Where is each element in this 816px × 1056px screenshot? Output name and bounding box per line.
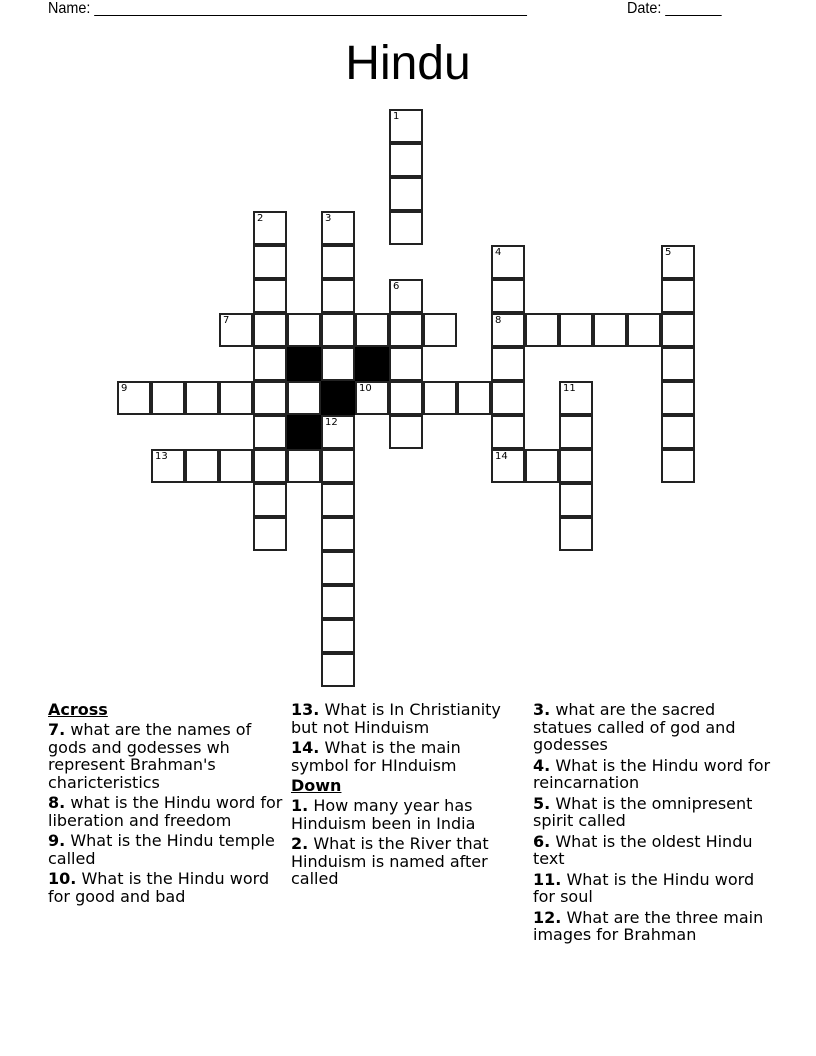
clue-number: 7 — [223, 315, 230, 326]
grid-cell[interactable] — [559, 313, 593, 347]
clue-number: 1 — [393, 111, 400, 122]
grid-cell[interactable] — [627, 313, 661, 347]
grid-cell[interactable] — [661, 415, 695, 449]
grid-cell[interactable] — [287, 449, 321, 483]
grid-cell[interactable] — [321, 449, 355, 483]
grid-cell[interactable] — [253, 347, 287, 381]
grid-cell[interactable] — [389, 177, 423, 211]
grid-cell[interactable] — [253, 279, 287, 313]
clue-number: 13 — [155, 451, 168, 462]
grid-cell[interactable] — [491, 415, 525, 449]
grid-cell[interactable] — [525, 449, 559, 483]
grid-cell[interactable] — [389, 109, 423, 143]
grid-cell[interactable] — [287, 381, 321, 415]
clue-number: 11 — [563, 383, 576, 394]
grid-cell[interactable] — [389, 313, 423, 347]
grid-cell[interactable] — [151, 381, 185, 415]
grid-cell[interactable] — [491, 449, 525, 483]
clue-down-4: 4. What is the Hindu word for reincarnation — [533, 755, 771, 792]
clues-column-1 — [48, 701, 288, 908]
grid-cell[interactable] — [491, 279, 525, 313]
grid-cell[interactable] — [491, 245, 525, 279]
grid-cell[interactable] — [389, 415, 423, 449]
grid-cell[interactable] — [661, 449, 695, 483]
down-heading: Down — [291, 776, 342, 795]
grid-cell[interactable] — [321, 211, 355, 245]
clue-down-1: 1. How many year has Hinduism been in India — [291, 796, 476, 833]
black-cell — [355, 347, 389, 381]
grid-cell[interactable] — [321, 551, 355, 585]
grid-cell[interactable] — [389, 211, 423, 245]
clues-column-3 — [533, 701, 778, 947]
clue-number: 10 — [359, 383, 372, 394]
clue-number: 3 — [325, 213, 332, 224]
grid-cell[interactable] — [355, 381, 389, 415]
grid-cell[interactable] — [559, 449, 593, 483]
clue-across-7: 7. what are the names of gods and godesses wh represent Brahman's charicteristics — [48, 720, 252, 792]
grid-cell[interactable] — [321, 279, 355, 313]
grid-cell[interactable] — [321, 483, 355, 517]
grid-cell[interactable] — [185, 381, 219, 415]
grid-cell[interactable] — [355, 313, 389, 347]
grid-cell[interactable] — [117, 381, 151, 415]
grid-cell[interactable] — [559, 483, 593, 517]
clue-number: 9 — [121, 383, 128, 394]
grid-cell[interactable] — [389, 279, 423, 313]
date-field-label: Date: _______ — [627, 0, 722, 17]
grid-cell[interactable] — [185, 449, 219, 483]
clues-column-2 — [291, 701, 521, 891]
grid-cell[interactable] — [151, 449, 185, 483]
name-field-label: Name: ______________________________________________________ — [48, 0, 527, 17]
clue-number: 6 — [393, 281, 400, 292]
grid-cell[interactable] — [423, 313, 457, 347]
grid-cell[interactable] — [559, 517, 593, 551]
grid-cell[interactable] — [661, 245, 695, 279]
clue-across-9: 9. What is the Hindu temple called — [48, 831, 275, 868]
grid-cell[interactable] — [253, 245, 287, 279]
grid-cell[interactable] — [219, 313, 253, 347]
clue-number: 4 — [495, 247, 502, 258]
grid-cell[interactable] — [661, 381, 695, 415]
clue-down-12: 12. What are the three main images for Brahman — [533, 907, 764, 944]
grid-cell[interactable] — [525, 313, 559, 347]
grid-cell[interactable] — [321, 517, 355, 551]
grid-cell[interactable] — [321, 415, 355, 449]
grid-cell[interactable] — [389, 347, 423, 381]
black-cell — [321, 381, 355, 415]
clue-across-13: 13. What is In Christianity but not Hinduism — [291, 700, 501, 737]
grid-cell[interactable] — [457, 381, 491, 415]
clue-across-10: 10. What is the Hindu word for good and bad — [48, 869, 270, 906]
grid-cell[interactable] — [219, 449, 253, 483]
clue-number: 2 — [257, 213, 264, 224]
grid-cell[interactable] — [423, 381, 457, 415]
clue-across-14: 14. What is the main symbol for HInduism — [291, 738, 461, 775]
black-cell — [287, 415, 321, 449]
across-heading: Across — [48, 700, 108, 719]
grid-cell[interactable] — [321, 347, 355, 381]
grid-cell[interactable] — [321, 619, 355, 653]
grid-cell[interactable] — [559, 415, 593, 449]
clue-number: 14 — [495, 451, 508, 462]
grid-cell[interactable] — [287, 313, 321, 347]
clue-number: 5 — [665, 247, 672, 258]
grid-cell[interactable] — [253, 381, 287, 415]
clue-number: 8 — [495, 315, 502, 326]
grid-cell[interactable] — [321, 313, 355, 347]
clue-number: 12 — [325, 417, 338, 428]
clue-down-5: 5. What is the omnipresent spirit called — [533, 793, 753, 830]
clue-down-11: 11. What is the Hindu word for soul — [533, 869, 755, 906]
grid-cell[interactable] — [321, 585, 355, 619]
clue-across-8: 8. what is the Hindu word for liberation and freedom — [48, 793, 283, 830]
grid-cell[interactable] — [491, 313, 525, 347]
grid-cell[interactable] — [661, 313, 695, 347]
grid-cell[interactable] — [321, 245, 355, 279]
grid-cell[interactable] — [491, 381, 525, 415]
grid-cell[interactable] — [219, 381, 253, 415]
clue-down-6: 6. What is the oldest Hindu text — [533, 831, 753, 868]
clue-down-2: 2. What is the River that Hinduism is named after called — [291, 834, 489, 888]
grid-cell[interactable] — [593, 313, 627, 347]
grid-cell[interactable] — [491, 347, 525, 381]
grid-cell[interactable] — [253, 449, 287, 483]
grid-cell[interactable] — [389, 381, 423, 415]
clue-down-3: 3. what are the sacred statues called of god and godesses — [533, 700, 736, 754]
grid-cell[interactable] — [253, 313, 287, 347]
grid-cell[interactable] — [253, 211, 287, 245]
grid-cell[interactable] — [253, 517, 287, 551]
grid-cell[interactable] — [253, 483, 287, 517]
page-title: Hindu — [345, 37, 471, 90]
grid-cell[interactable] — [253, 415, 287, 449]
grid-cell[interactable] — [661, 347, 695, 381]
grid-cell[interactable] — [661, 279, 695, 313]
grid-cell[interactable] — [389, 143, 423, 177]
black-cell — [287, 347, 321, 381]
grid-cell[interactable] — [559, 381, 593, 415]
grid-cell[interactable] — [321, 653, 355, 687]
